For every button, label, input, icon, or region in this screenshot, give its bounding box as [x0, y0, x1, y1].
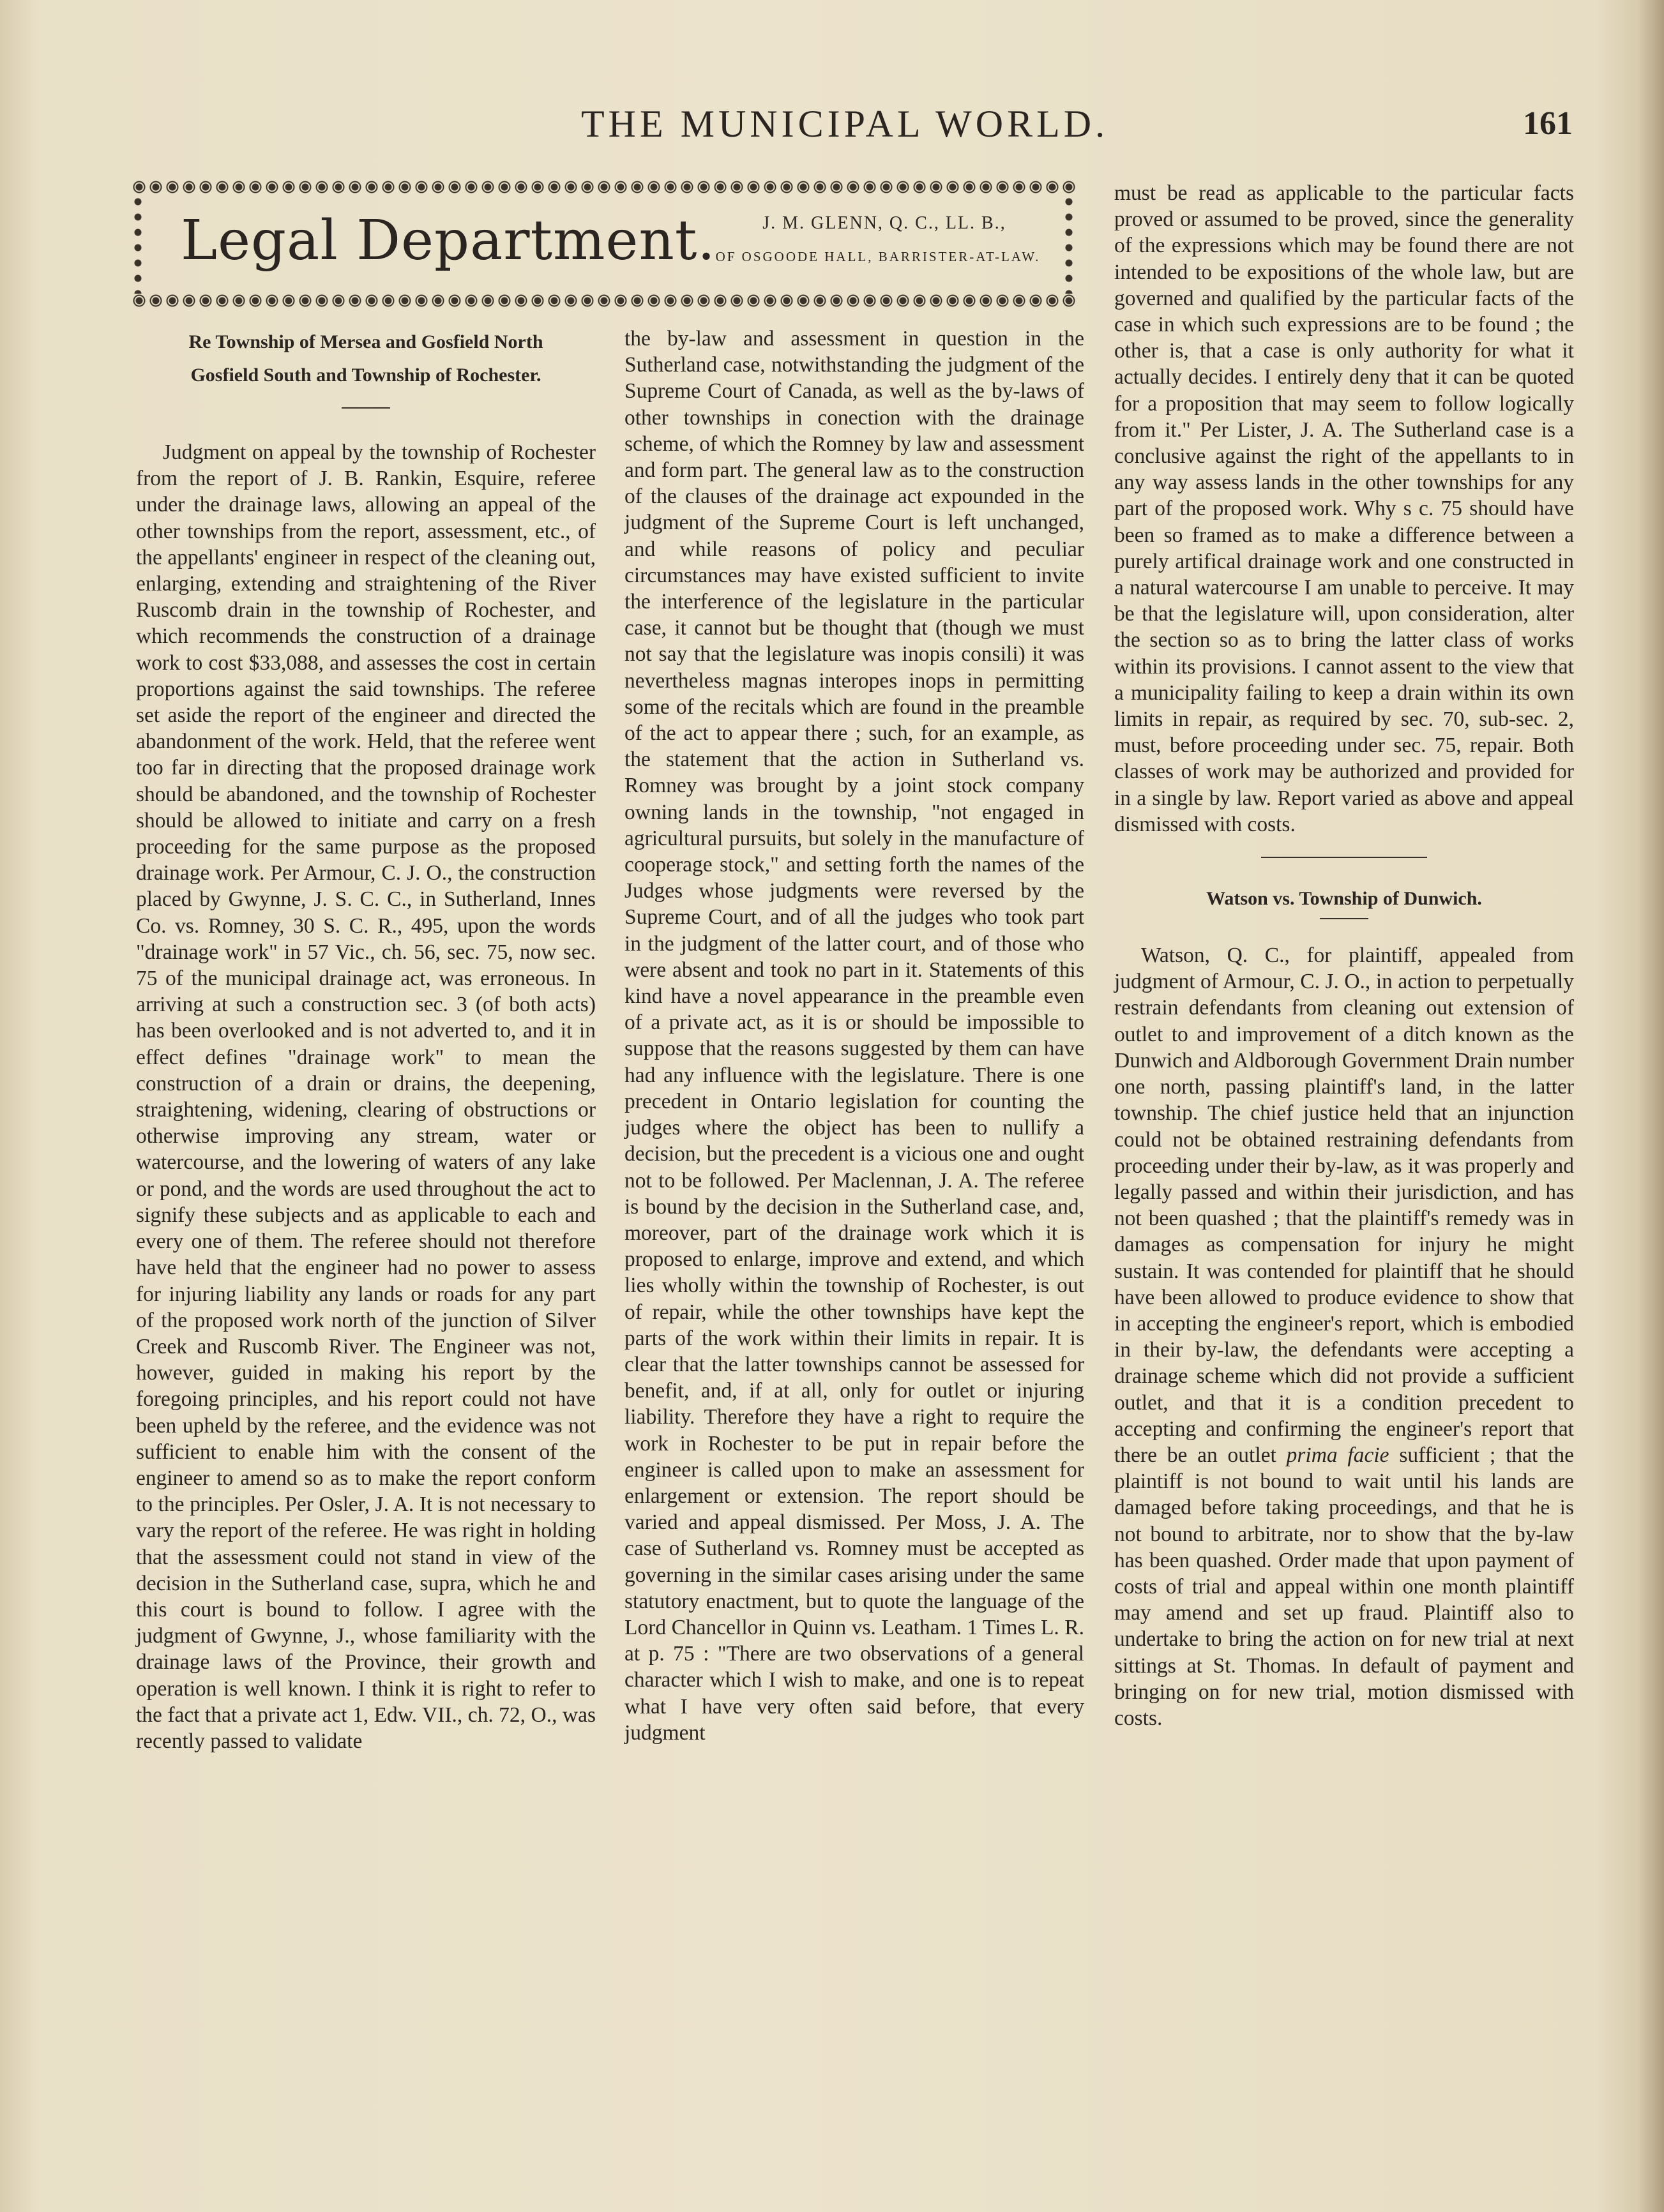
department-header-box [131, 180, 1076, 308]
column-1 [136, 326, 596, 1754]
section-divider [1320, 918, 1368, 919]
case2-italic-phrase: prima facie [1286, 1443, 1389, 1467]
journal-title: THE MUNICIPAL WORLD. [581, 103, 1109, 145]
department-affiliation: OF OSGOODE HALL, BARRISTER-AT-LAW. [715, 249, 1041, 264]
case2-title: Watson vs. Township of Dunwich. [1206, 888, 1482, 910]
section-divider [342, 407, 390, 409]
case1-body-col2: the by-law and assessment in question in the Sutherland case, notwithstanding the judgment of the Supreme Court of Canada, as well as the by-laws of other townships in conection with the drainage scheme, of which the Romney by law and assessment and form part. The general law as to the construction of the clauses of the drainage act expounded in the judgment of the Supreme Court is left unchanged, and while reasons of policy and peculiar circumstances may have existed sufficient to invite the interference of the legislature in the particular case, it cannot but be thought that (though we must not say that the legislature was inopis consili) it was nevertheless magnas interopes inops in permitting some of the recitals which are found in the preamble of the act to appear there ; such, for an example, as the statement that the action in Sutherland vs. Romney was brought by a joint stock company owning lands in the township, "not engaged in agricultural pursuits, but solely in the manufacture of cooperage stock," and setting forth the names of the Judges whose judgments were reversed by the Supreme Court, and of all the judges who took part in the judgment of the latter court, and of those who were absent and took no part in it. Statements of this kind have a novel appearance in the preamble even of a private act, as it is or should be impossible to suppose that the reasons suggested by them can have had any influence with the legislature. There is one precedent in Ontario legislation for counting the judges where the object has been to nullify a decision, but the precedent is a vicious one and ought not to be followed. Per Maclennan, J. A. The referee is bound by the decision in the Sutherland case, and, moreover, part of the drainage work which it is proposed to enlarge, improve and extend, and which lies wholly within the township of Rochester, is out of repair, while the other townships have kept the parts of the work within their limits in repair. It is clear that the latter townships cannot be assessed for benefit, and, if at all, only for outlet or injuring liability. Therefore they have a right to require the work in Rochester to be put in repair before the engineer is called upon to make an assessment for enlargement or extension. The report should be varied and appeal dismissed. Per Moss, J. A. The case of Sutherland vs. Romney must be accepted as governing in the similar cases arising under the same statutory enactment, but to quote the language of the Lord Chancellor in Quinn vs. Leatham. 1 Times L. R. at p. 75 : "There are two observations of a general character which I wish to make, and one is to repeat what I have very often said before, that every judgment [624, 327, 1084, 1745]
case2-text-part1: Watson, Q. C., for plaintiff, appealed from judgment of Armour, C. J. O., in action to perpetually restrain defendants from cleaning out extension of outlet to and improvement of a ditch known as the Dunwich and Aldborough Government Drain number one north, passing plaintiff's land, in the latter township. The chief justice held that an injunction could not be obtained restraining defendants from proceeding under their by-law, as it was properly and legally passed and within their jurisdiction, and has not been quashed ; that the plaintiff's remedy was in damages as compensation for injury he might sustain. It was contended for plaintiff that he should have been allowed to produce evidence to show that in accepting the engineer's report, which is embodied in their by-law, the defendants were accepting a drainage scheme which did not provide a sufficient outlet, and that it is a condition precedent to accepting and confirming the engineer's report that there be an outlet [1114, 944, 1574, 1467]
case1-body-col1: Judgment on appeal by the township of Rochester from the report of J. B. Rankin, Esquire, referee under the drainage laws, allowing an appeal of the other townships from the report, assessment, etc., of the appellants' engineer in respect of the cleaning out, enlarging, extending and straightening of the River Ruscomb drain in the township of Rochester, and which recommends the construction of a drainage work to cost $33,088, and assesses the cost in certain proportions against the said townships. The referee set aside the report of the engineer and directed the abandonment of the work. Held, that the referee went too far in directing that the proposed drainage work should be abandoned, and the township of Rochester should be allowed to initiate and carry on a fresh proceeding for the same purpose as the proposed drainage work. Per Armour, C. J. O., the construction placed by Gwynne, J. S. C. C., in Sutherland, Innes Co. vs. Romney, 30 S. C. R., 495, upon the words "drainage work" in 57 Vic., ch. 56, sec. 75, now sec. 75 of the municipal drainage act, was erroneous. In arriving at such a construction sec. 3 (of both acts) has been overlooked and is not adverted to, and it in effect defines "drainage work" to mean the construction of a drain or drains, the deepening, straightening, widening, clearing of obstructions or otherwise improving any stream, water or watercourse, and the lowering of waters of any lake or pond, and the words are used throughout the act to signify these subjects and as applicable to each and every one of them. The referee should not therefore have held that the engineer had no power to assess for injuring liability any lands or roads for any part of the proposed work north of the junction of Silver Creek and Ruscomb River. The Engineer was not, however, guided in making his report by the foregoing principles, and his report could not have been upheld by the referee, and the evidence was not sufficient to enable him with the consent of the engineer to amend so as to make the report conform to the principles. Per Osler, J. A. It is not necessary to vary the report of the referee. He was right in holding that the assessment could not stand in view of the decision in the Sutherland case, supra, which he and this court is bound to follow. I agree with the judgment of Gwynne, J., whose familiarity with the drainage laws of the Province, their growth and operation is well known. I think it is right to refer to the fact that a private act 1, Edw. VII., ch. 72, O., was recently passed to validate [136, 440, 596, 1753]
department-editor: J. M. GLENN, Q. C., LL. B., [762, 213, 1006, 233]
case1-body-col3: must be read as applicable to the particular facts proved or assumed to be proved, since the generality of the expressions which may be found there are not intended to be expositions of the whole law, but are governed and qualified by the particular facts of the case in which such expressions are to be found ; the other is, that a case is only authority for what it actually decides. I entirely deny that it can be quoted for a proposition that may seem to follow logically from it." Per Lister, J. A. The Sutherland case is a conclusive against the right of the appellants to in any way assess lands in the other townships for any part of the proposed work. Why s c. 75 should have been so framed as to make a difference between a purely artifical drainage work and one constructed in a natural watercourse I am unable to perceive. It may be that the legislature will, upon consideration, alter the section so as to bring the latter class of works within its provisions. I cannot assent to the view that a municipality failing to keep a drain within its own limits in repair, as required by sec. 70, sub-sec. 2, must, before proceeding under sec. 75, repair. Both classes of work may be authorized and provided for in a single by law. Report varied as above and appeal dismissed with costs. [1114, 181, 1574, 836]
binding-shadow [1638, 0, 1664, 2212]
column-3 [1114, 180, 1574, 1731]
ornament-border-left [131, 194, 145, 294]
case1-title-line1: Re Township of Mersea and Gosfield North [188, 331, 543, 352]
case2-text-part2: sufficient ; that the plaintiff is not bound to wait until his lands are damaged before taking proceedings, and that he is not bound to arbitrate, nor to show that the by-law has been quashed. Order made that upon payment of costs of trial and appeal within one month plaintiff may amend and set up fraud. Plaintiff also to undertake to bring the action on for new trial at next sittings at St. Thomas. In default of payment and bringing on for new trial, motion dismissed with costs. [1114, 1443, 1575, 1730]
case2-body [1114, 942, 1574, 1731]
case1-title-line2: Gosfield South and Township of Rochester. [190, 365, 541, 386]
running-head [0, 102, 1664, 153]
case-divider [1261, 857, 1427, 858]
department-title: Legal Department. [181, 209, 716, 273]
column-2 [624, 326, 1084, 1746]
ornament-border-bottom [131, 294, 1076, 308]
ornament-border-right [1062, 194, 1076, 294]
page-number: 161 [1523, 105, 1573, 142]
ornament-border-top [131, 180, 1076, 194]
